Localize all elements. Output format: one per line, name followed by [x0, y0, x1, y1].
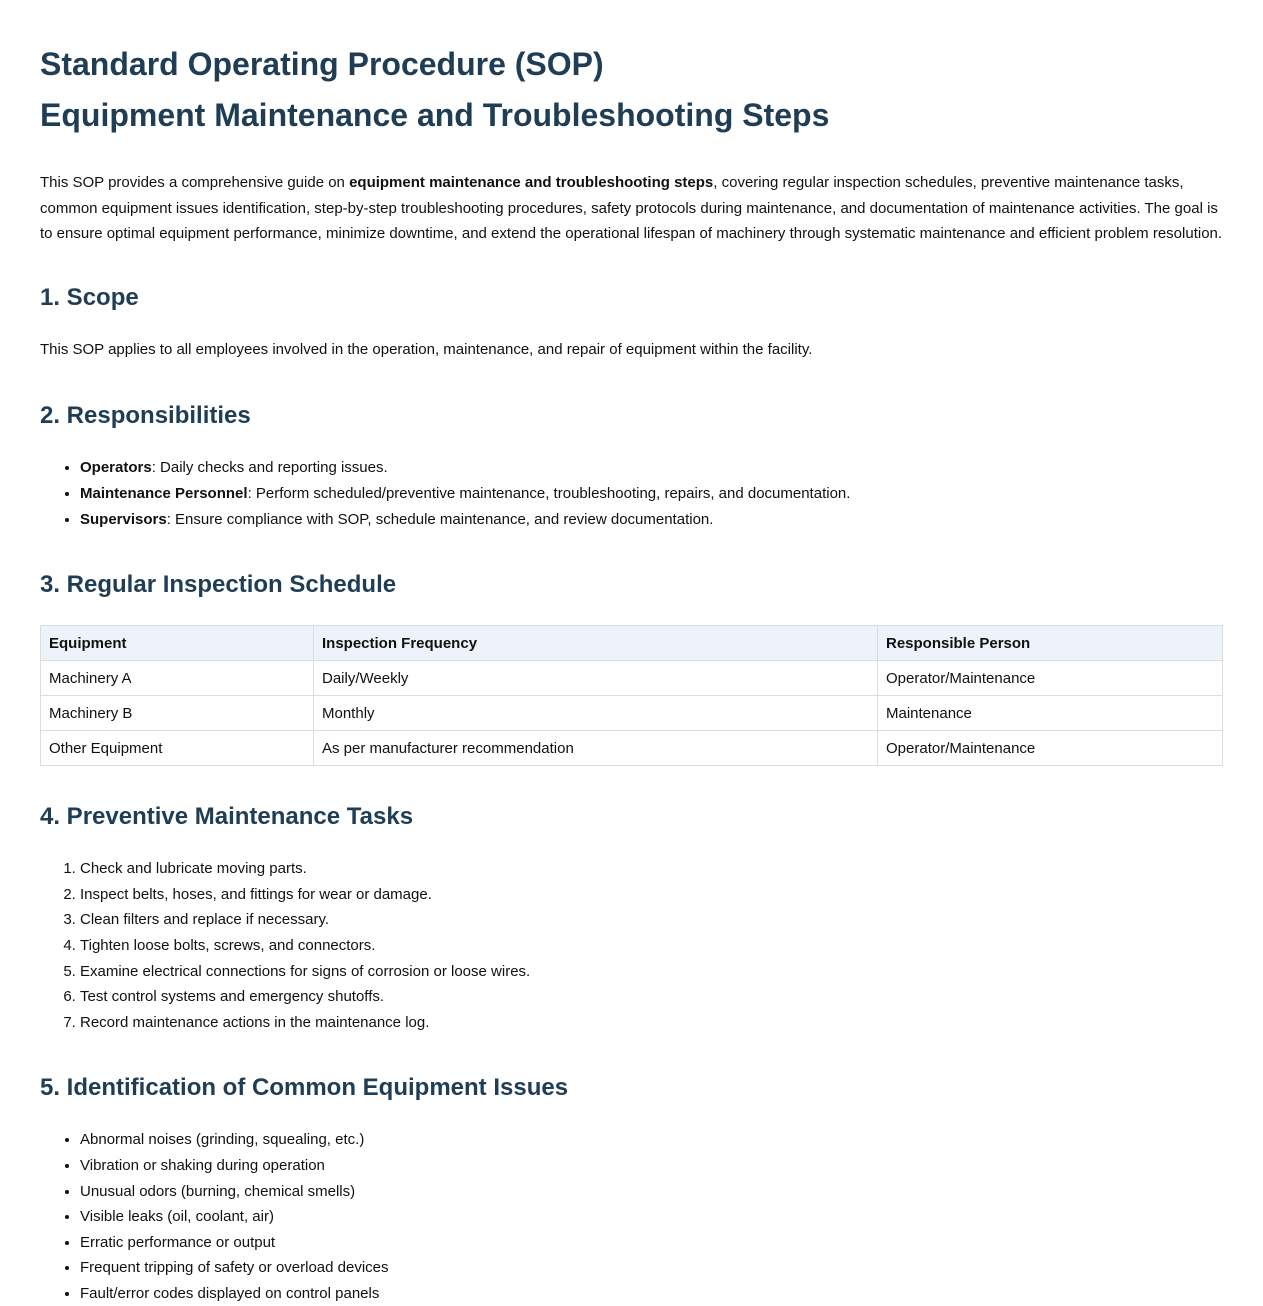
list-item: 5. Examine electrical connections for signs of corrosion or loose wires.	[80, 959, 1223, 985]
table-cell: Other Equipment	[41, 731, 314, 766]
table-header-row	[41, 626, 1223, 661]
table-row	[41, 731, 1223, 766]
table-cell: Maintenance	[878, 696, 1223, 731]
list-item	[80, 481, 1223, 507]
list-item	[80, 455, 1223, 481]
role-name: Maintenance Personnel	[80, 484, 248, 502]
role-name: Supervisors	[80, 510, 167, 528]
role-description: : Perform scheduled/preventive maintenance, troubleshooting, repairs, and documentation.	[247, 484, 851, 502]
role-description: : Ensure compliance with SOP, schedule maintenance, and review documentation.	[166, 510, 714, 528]
table-cell: Operator/Maintenance	[878, 731, 1223, 766]
intro-text-after: , covering regular inspection schedules, preventive maintenance tasks, common equipment issues identification, step-by-step troubleshooting procedures, safety protocols during maintenance, and documentation of maintenance activities. The goal is to ensure optimal equipment performance, minimize downtime, and extend the operational lifespan of machinery through systematic maintenance and efficient problem resolution.	[40, 174, 1223, 243]
column-header-frequency: Inspection Frequency	[314, 626, 878, 661]
role-name: Operators	[80, 459, 152, 477]
section-responsibilities	[40, 401, 1223, 532]
responsibilities-heading: 2. Responsibilities	[40, 402, 251, 430]
list-item: 7. Record maintenance actions in the maintenance log.	[80, 1010, 1223, 1036]
intro-text-before: This SOP provides a comprehensive guide on	[40, 174, 350, 191]
table-row	[41, 696, 1223, 731]
list-item: • Fault/error codes displayed on control panels	[80, 1281, 1223, 1306]
list-item: • Vibration or shaking during operation	[80, 1153, 1223, 1179]
list-item: 6. Test control systems and emergency shutoffs.	[80, 984, 1223, 1010]
inspection-table	[40, 625, 1223, 766]
column-header-responsible: Responsible Person	[878, 626, 1223, 661]
document-title	[40, 0, 1223, 141]
intro-text-bold: equipment maintenance and troubleshooting steps	[349, 174, 714, 191]
table-row	[41, 661, 1223, 696]
list-item: 1. Check and lubricate moving parts.	[80, 856, 1223, 882]
responsibilities-list	[40, 455, 1223, 532]
list-item: • Unusual odors (burning, chemical smells)	[80, 1179, 1223, 1205]
table-cell: Machinery A	[41, 661, 314, 696]
issues-list	[40, 1127, 1223, 1306]
section-issues	[40, 1073, 1223, 1306]
table-cell: Machinery B	[41, 696, 314, 731]
list-item: • Erratic performance or output	[80, 1230, 1223, 1256]
list-item: 3. Clean filters and replace if necessary.	[80, 907, 1223, 933]
column-header-equipment: Equipment	[41, 626, 314, 661]
intro-paragraph	[40, 170, 1223, 247]
table-cell: Daily/Weekly	[314, 661, 878, 696]
role-description: : Daily checks and reporting issues.	[151, 459, 388, 477]
sop-document	[40, 0, 1223, 1306]
preventive-list	[40, 856, 1223, 1035]
list-item: 4. Tighten loose bolts, screws, and connectors.	[80, 933, 1223, 959]
scope-heading: 1. Scope	[40, 283, 139, 311]
issues-heading: 5. Identification of Common Equipment Issues	[40, 1074, 569, 1102]
list-item: 2. Inspect belts, hoses, and fittings for wear or damage.	[80, 882, 1223, 908]
list-item: • Frequent tripping of safety or overload devices	[80, 1255, 1223, 1281]
title-line-2: Equipment Maintenance and Troubleshooting Steps	[40, 97, 830, 133]
inspection-heading: 3. Regular Inspection Schedule	[40, 571, 397, 599]
list-item: • Visible leaks (oil, coolant, air)	[80, 1204, 1223, 1230]
section-inspection	[40, 570, 1223, 766]
table-cell: Monthly	[314, 696, 878, 731]
list-item	[80, 507, 1223, 533]
preventive-heading: 4. Preventive Maintenance Tasks	[40, 803, 414, 831]
table-cell: As per manufacturer recommendation	[314, 731, 878, 766]
title-line-1: Standard Operating Procedure (SOP)	[40, 46, 604, 82]
section-scope	[40, 283, 1223, 363]
scope-text: This SOP applies to all employees involved in the operation, maintenance, and repair of equipment within the facility.	[40, 340, 813, 358]
list-item: • Abnormal noises (grinding, squealing, etc.)	[80, 1127, 1223, 1153]
section-preventive	[40, 802, 1223, 1035]
table-cell: Operator/Maintenance	[878, 661, 1223, 696]
